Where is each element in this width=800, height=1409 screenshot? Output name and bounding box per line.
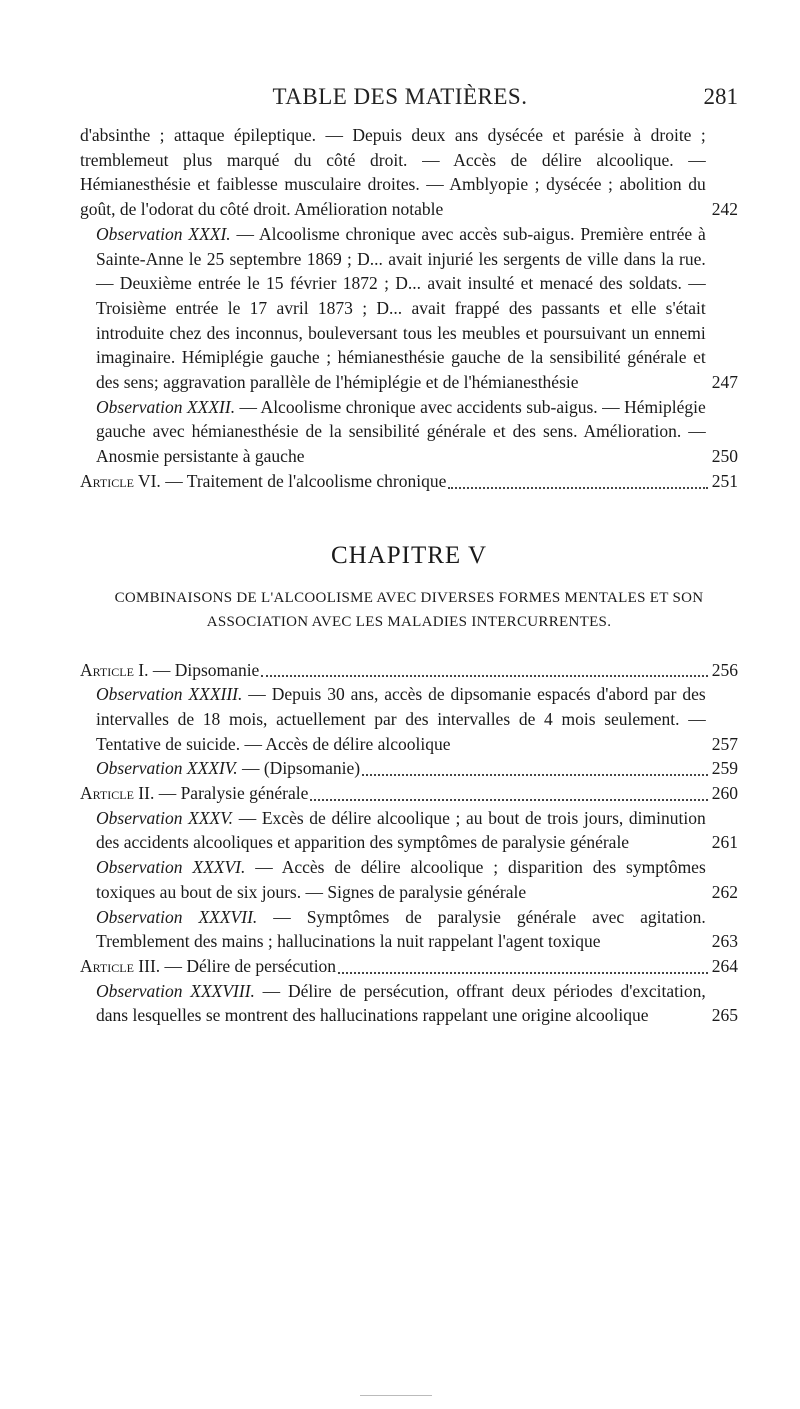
toc-entry-text xyxy=(80,469,446,494)
toc-entry-body: — Traitement de l'alcoolisme chronique xyxy=(160,470,447,491)
toc-entry-text xyxy=(80,658,259,683)
toc-entry-line xyxy=(96,756,738,781)
toc-entry-label: Observation XXXII. xyxy=(96,396,236,417)
toc-entry-body: — Alcoolisme chronique avec accès sub-aigus. Première entrée à Sainte-Anne le 25 septembre 1869 ; D... avait injurié les sergents de ville dans la rue. — Deuxième entrée le 15 février 1872 ; D... avait insulté et menacé des soldats. — Troisième entrée le 17 avril 1873 ; D... avait frappé des passants et elle s'était introduite chez des inconnus, bouleversant tous les meubles et poursuivant un ennemi imaginaire. Hémiplégie gauche ; hémianesthésie gauche de la sensibilité générale et des sens; aggravation parallèle de l'hémiplégie et de l'hémianesthésie xyxy=(96,223,706,393)
toc-observation-entry xyxy=(80,756,738,781)
toc-entry-body: d'absinthe ; attaque épileptique. — Depuis deux ans dysécée et parésie à droite ; tremblemeut plus marqué du côté droit. — Accès de délire alcoolique. — Hémianesthésie et faiblesse musculaire droites. — Amblyopie ; dysécée ; abolition du goût, de l'odorat du côté droit. Amélioration notable xyxy=(80,125,706,220)
toc-entry-line xyxy=(96,806,738,855)
toc-entry-line xyxy=(96,222,738,395)
toc-entry-body: — Délire de persécution xyxy=(160,955,337,976)
chapter-subtitle: COMBINAISONS DE L'ALCOOLISME AVEC DIVERSES FORMES MENTALES ET SON ASSOCIATION AVEC LES MALADIES INTERCURRENTES. xyxy=(114,589,704,630)
toc-entry-line xyxy=(96,682,738,756)
toc-entry-line xyxy=(80,469,738,494)
toc-entry-label: Article II. xyxy=(80,783,155,804)
toc-entry-body: — Alcoolisme chronique avec accidents sub-aigus. — Hémiplégie gauche avec hémianesthésie de la sensibilité générale et des sens. Amélioration. — Anosmie persistante à gauche xyxy=(96,396,706,467)
toc-entry-label: Observation XXXI. xyxy=(96,223,231,244)
toc-entry-label: Observation XXXIV. xyxy=(96,758,238,779)
toc-entry-body: — Excès de délire alcoolique ; au bout de trois jours, diminution des accidents alcooliques et apparition des symptômes de paralysie générale xyxy=(96,807,706,853)
toc-entry-label: Article I. xyxy=(80,659,149,680)
toc-page-ref: 242 xyxy=(711,199,738,220)
chapter-title: CHAPITRE V xyxy=(330,541,488,569)
dot-leader xyxy=(261,675,707,677)
toc-page-ref: 260 xyxy=(711,783,738,804)
toc-entry-body: — (Dipsomanie) xyxy=(237,758,361,779)
toc-entry-line xyxy=(80,781,738,806)
toc-content xyxy=(80,123,738,1028)
toc-article-entry xyxy=(80,781,738,806)
toc-entry-text xyxy=(96,756,360,781)
toc-observation-entry xyxy=(80,222,738,395)
toc-entry-body: — Symptômes de paralysie générale avec agitation. Tremblement des mains ; hallucinations la nuit rappelant l'agent toxique xyxy=(96,906,706,952)
toc-observation-entry xyxy=(80,905,738,954)
toc-entry-label: Article VI. xyxy=(80,470,161,491)
toc-entry-line xyxy=(80,658,738,683)
toc-entry-body: — Dipsomanie xyxy=(148,659,260,680)
toc-page-ref: 263 xyxy=(711,931,738,952)
toc-entry-text xyxy=(96,222,706,395)
toc-entry-body: — Accès de délire alcoolique ; disparition des symptômes toxiques au bout de six jours. — Signes de paralysie générale xyxy=(96,857,706,902)
running-title: TABLE DES MATIÈRES. xyxy=(272,84,528,109)
toc-page-ref: 262 xyxy=(711,881,738,902)
toc-list-bottom xyxy=(80,658,738,1029)
toc-entry-label: Observation XXXVII. xyxy=(96,906,258,927)
toc-entry-line xyxy=(80,954,738,979)
dot-leader xyxy=(448,487,707,489)
toc-entry-text xyxy=(96,806,706,855)
toc-observation-entry xyxy=(80,682,738,756)
toc-entry-text xyxy=(80,781,308,806)
toc-entry-text xyxy=(96,905,706,954)
toc-entry-label: Observation XXXIII. xyxy=(96,684,243,705)
toc-observation-entry xyxy=(80,395,738,469)
toc-page-ref: 256 xyxy=(711,659,738,680)
toc-entry-text xyxy=(96,682,706,756)
toc-entry-body: — Depuis 30 ans, accès de dipsomanie espacés d'abord par des intervalles de 18 mois, actuellement par des intervalles de 4 mois seulement. — Tentative de suicide. — Accès de délire alcoolique xyxy=(96,684,706,754)
toc-list-top xyxy=(80,123,738,494)
toc-observation-entry xyxy=(80,979,738,1028)
toc-entry-line xyxy=(80,123,738,222)
toc-entry-label: Article III. xyxy=(80,955,161,976)
dot-leader xyxy=(362,774,708,776)
toc-observation-entry xyxy=(80,806,738,855)
toc-entry-line xyxy=(96,905,738,954)
toc-entry-line xyxy=(96,395,738,469)
toc-page-ref: 251 xyxy=(711,470,738,491)
toc-page-ref: 247 xyxy=(711,372,738,393)
running-head xyxy=(0,84,800,114)
toc-entry-text xyxy=(96,855,706,904)
toc-entry-text xyxy=(96,395,706,469)
toc-page-ref: 261 xyxy=(711,832,738,853)
toc-page-ref: 265 xyxy=(711,1005,738,1026)
toc-entry xyxy=(80,123,738,222)
toc-entry-label: Observation XXXVIII. xyxy=(96,980,255,1001)
toc-entry-line xyxy=(96,855,738,904)
toc-page-ref: 264 xyxy=(711,955,738,976)
toc-entry-label: Observation XXXV. xyxy=(96,807,234,828)
toc-observation-entry xyxy=(80,855,738,904)
toc-entry-text xyxy=(80,954,336,979)
bottom-rule xyxy=(360,1395,432,1396)
toc-article-entry xyxy=(80,658,738,683)
toc-page-ref: 257 xyxy=(711,733,738,754)
toc-entry-body: — Paralysie générale xyxy=(154,783,309,804)
toc-entry-label: Observation XXXVI. xyxy=(96,857,246,878)
toc-page-ref: 259 xyxy=(711,758,738,779)
dot-leader xyxy=(310,799,707,801)
toc-entry-text xyxy=(80,123,706,222)
spacer xyxy=(80,634,738,658)
dot-leader xyxy=(338,972,708,974)
toc-entry-line xyxy=(96,979,738,1028)
toc-article-entry xyxy=(80,469,738,494)
toc-entry-text xyxy=(96,979,706,1028)
toc-page-ref: 250 xyxy=(711,446,738,467)
toc-entry-body: — Délire de persécution, offrant deux périodes d'excitation, dans lesquelles se montrent des hallucinations rappelant une origine alcoolique xyxy=(96,980,706,1026)
toc-article-entry xyxy=(80,954,738,979)
page-number: 281 xyxy=(703,84,738,109)
